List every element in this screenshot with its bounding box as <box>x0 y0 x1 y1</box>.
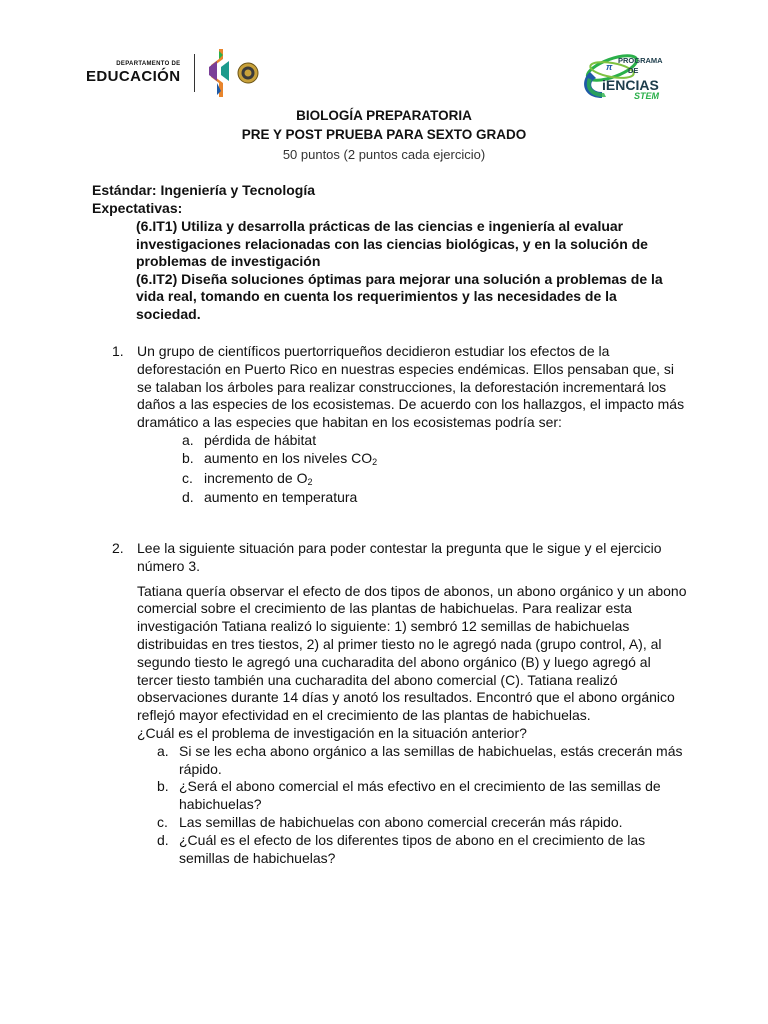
standard-section <box>92 182 692 217</box>
option-text: Las semillas de habichuelas con abono comercial crecerán más rápido. <box>179 813 623 830</box>
education-label: EDUCACIÓN <box>86 68 181 85</box>
option-text: aumento en temperatura <box>204 489 358 506</box>
expectations-heading: Expectativas: <box>92 199 183 216</box>
question-text: ¿Cuál es el problema de investigación en la situación anterior? <box>137 724 527 741</box>
question-body <box>137 343 689 507</box>
option-text: ¿Cuál es el efecto de los diferentes tipos de abono en el crecimiento de las semillas de habichuelas? <box>179 831 646 866</box>
option-text: incremento de O <box>204 469 308 486</box>
option-letter: a. <box>157 742 169 759</box>
answer-option[interactable] <box>182 489 689 507</box>
program-logo <box>576 50 674 104</box>
option-letter: b. <box>157 778 169 795</box>
question-text: Un grupo de científicos puertorriqueños decidieron estudiar los efectos de la deforestación en Puerto Rico en nuestras especies endémicas. Ellos pensaban que, si se talaban los árboles para realizar construcciones, la deforestación incrementará los daños a las especies de los ecosistemas. De acuerdo con los hallazgos, el impacto más dramático a las especies que habitan en los ecosistemas podría ser: <box>137 343 685 431</box>
answer-options <box>182 432 689 507</box>
standard-heading: Estándar: Ingeniería y Tecnología <box>92 182 316 198</box>
subscript: 2 <box>307 476 313 487</box>
department-wordmark <box>86 61 180 85</box>
option-letter: d. <box>182 489 194 506</box>
program-label: PROGRAMA <box>618 56 663 65</box>
answer-option[interactable] <box>157 743 689 779</box>
option-letter: c. <box>157 813 168 830</box>
document-title: BIOLOGÍA PREPARATORIA <box>296 108 472 123</box>
option-text: pérdida de hábitat <box>204 431 317 448</box>
logo-divider <box>194 54 195 92</box>
stem-label: STEM <box>634 91 660 101</box>
answer-option[interactable] <box>182 450 689 470</box>
document-subtitle: PRE Y POST PRUEBA PARA SEXTO GRADO <box>241 127 527 142</box>
expectation-item: (6.IT2) Diseña soluciones óptimas para mejorar una solución a problemas de la vida real, tomando en cuenta los requerimientos y las necesidades de la sociedad. <box>136 270 663 322</box>
question-body <box>137 540 689 867</box>
option-letter: c. <box>182 469 193 486</box>
answer-options <box>157 743 689 868</box>
gold-seal-icon <box>237 62 259 84</box>
answer-option[interactable] <box>157 832 689 868</box>
answer-option[interactable] <box>157 778 689 814</box>
option-text: ¿Será el abono comercial el más efectivo en el crecimiento de las semillas de habichuelas? <box>179 778 661 813</box>
option-letter: a. <box>182 431 194 448</box>
ciencias-label: iENCIAS <box>602 77 659 93</box>
department-label: DEPARTAMENTO DE <box>116 61 181 67</box>
puerto-rico-seal-icon <box>205 47 239 99</box>
question-number: 2. <box>112 540 124 556</box>
option-letter: d. <box>157 831 169 848</box>
answer-option[interactable] <box>182 432 689 450</box>
program-de-label: DE <box>628 66 639 75</box>
answer-option[interactable] <box>182 470 689 490</box>
answer-option[interactable] <box>157 814 689 832</box>
question-intro: Lee la siguiente situación para poder contestar la pregunta que le sigue y el ejercicio número 3. <box>137 540 662 574</box>
option-text: Si se les echa abono orgánico a las semillas de habichuelas, estás crecerán más rápido. <box>179 742 683 777</box>
expectations-list <box>136 218 684 323</box>
situation-passage: Tatiana quería observar el efecto de dos tipos de abonos, un abono orgánico y un abono comercial sobre el crecimiento de las plantas de habichuelas. Para realizar esta investigación Tatiana realizó lo siguiente: 1) sembró 12 semillas de habichuelas distribuidas en tres tiestos, 2) al primer tiesto no le agregó nada (grupo control, A), al segundo tiesto le agregó una cucharadita del abono orgánico (B) y luego agregó al tercer tiesto también una cucharadita del abono comercial (C). Tatiana realizó observaciones durante 14 días y anotó los resultados. Encontró que el abono orgánico reflejó mayor efectividad en el crecimiento de las plantas de habichuelas. <box>137 582 687 724</box>
option-text: aumento en los niveles CO <box>204 449 373 466</box>
question-number: 1. <box>112 343 124 359</box>
option-letter: b. <box>182 449 194 466</box>
subscript: 2 <box>372 456 378 467</box>
points-note: 50 puntos (2 puntos cada ejercicio) <box>282 147 486 162</box>
expectation-item: (6.IT1) Utiliza y desarrolla prácticas de las ciencias e ingeniería al evaluar investigaciones relacionadas con las ciencias biológicas, y en la solución de problemas de investigación <box>136 218 648 269</box>
pi-symbol: π <box>606 62 613 72</box>
department-logo <box>86 46 259 100</box>
